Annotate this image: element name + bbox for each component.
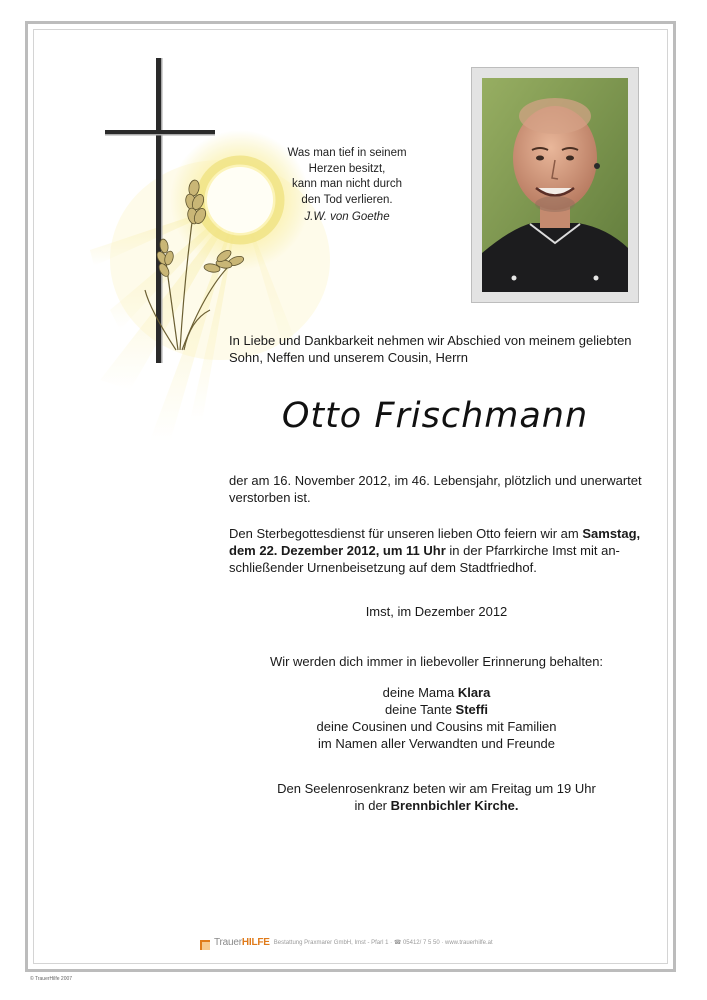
family-member: im Namen aller Verwandten und Freunde: [317, 736, 556, 751]
portrait-photo: [482, 78, 628, 292]
quote-line: den Tod verlieren.: [301, 193, 393, 206]
family-name: Steffi: [455, 702, 489, 717]
death-line: verstorben ist.: [229, 490, 311, 505]
service-line: schließender Urnenbeisetzung auf dem Stadtfriedhof.: [229, 560, 537, 575]
rosary-church: Brennbichler Kirche.: [390, 798, 519, 813]
service-line: [229, 542, 649, 559]
footer-bar: [200, 935, 530, 949]
rosary-notice: [229, 780, 644, 814]
rosary-line: [229, 797, 644, 814]
service-date-time: dem 22. Dezember 2012, um 11 Uhr: [229, 543, 446, 558]
intro-text: [229, 332, 644, 366]
portrait-frame: [471, 67, 639, 303]
place-date: Imst, im Dezember 2012: [365, 604, 508, 619]
intro-line: Sohn, Neffen und unserem Cousin, Herrn: [229, 350, 468, 365]
family-member: deine Cousinen und Cousins mit Familien: [316, 719, 557, 734]
quote-line: kann man nicht durch: [292, 178, 402, 190]
brand-part: Trauer: [214, 936, 242, 948]
death-notice: [229, 472, 649, 506]
family-list: [229, 684, 644, 752]
service-text: in der Pfarrkirche Imst mit an-: [445, 543, 620, 558]
intro-line: In Liebe und Dankbarkeit nehmen wir Abschied von meinem geliebten: [229, 333, 632, 348]
death-line: der am 16. November 2012, im 46. Lebensjahr, plötzlich und unerwartet: [229, 473, 642, 488]
family-member: [229, 701, 644, 718]
memory-statement: Wir werden dich immer in liebevoller Erinnerung behalten:: [269, 654, 604, 669]
quote-line: Was man tief in seinem: [287, 147, 407, 159]
service-text: Den Sterbegottesdienst für unseren lieben Otto feiern wir am: [229, 526, 583, 541]
brand-part: HILFE: [241, 936, 270, 948]
quote-author: J.W. von Goethe: [304, 211, 390, 223]
deceased-name: Otto Frischmann: [281, 396, 589, 436]
trauerhilfe-logo-icon: [200, 937, 210, 947]
copyright-note: © TrauerHilfe 2007: [30, 976, 73, 982]
service-day: Samstag,: [582, 526, 641, 541]
brand-name: [214, 937, 270, 948]
rosary-text: in der: [354, 798, 391, 813]
rosary-line: Den Seelenrosenkranz beten wir am Freitag um 19 Uhr: [277, 781, 596, 796]
family-member: [229, 684, 644, 701]
funeral-service-text: [229, 525, 649, 576]
family-relation: deine Tante: [384, 702, 456, 717]
goethe-quote: [262, 146, 432, 226]
footer-contact: Bestattung Praxmarer GmbH, Imst - Pfarl 1 · ☎ 05412/ 7 5 50 · www.trauerhilfe.at: [273, 939, 493, 946]
family-name: Klara: [457, 685, 491, 700]
quote-line: Herzen besitzt,: [308, 162, 386, 175]
family-relation: deine Mama: [382, 685, 458, 700]
service-line: [229, 525, 649, 542]
